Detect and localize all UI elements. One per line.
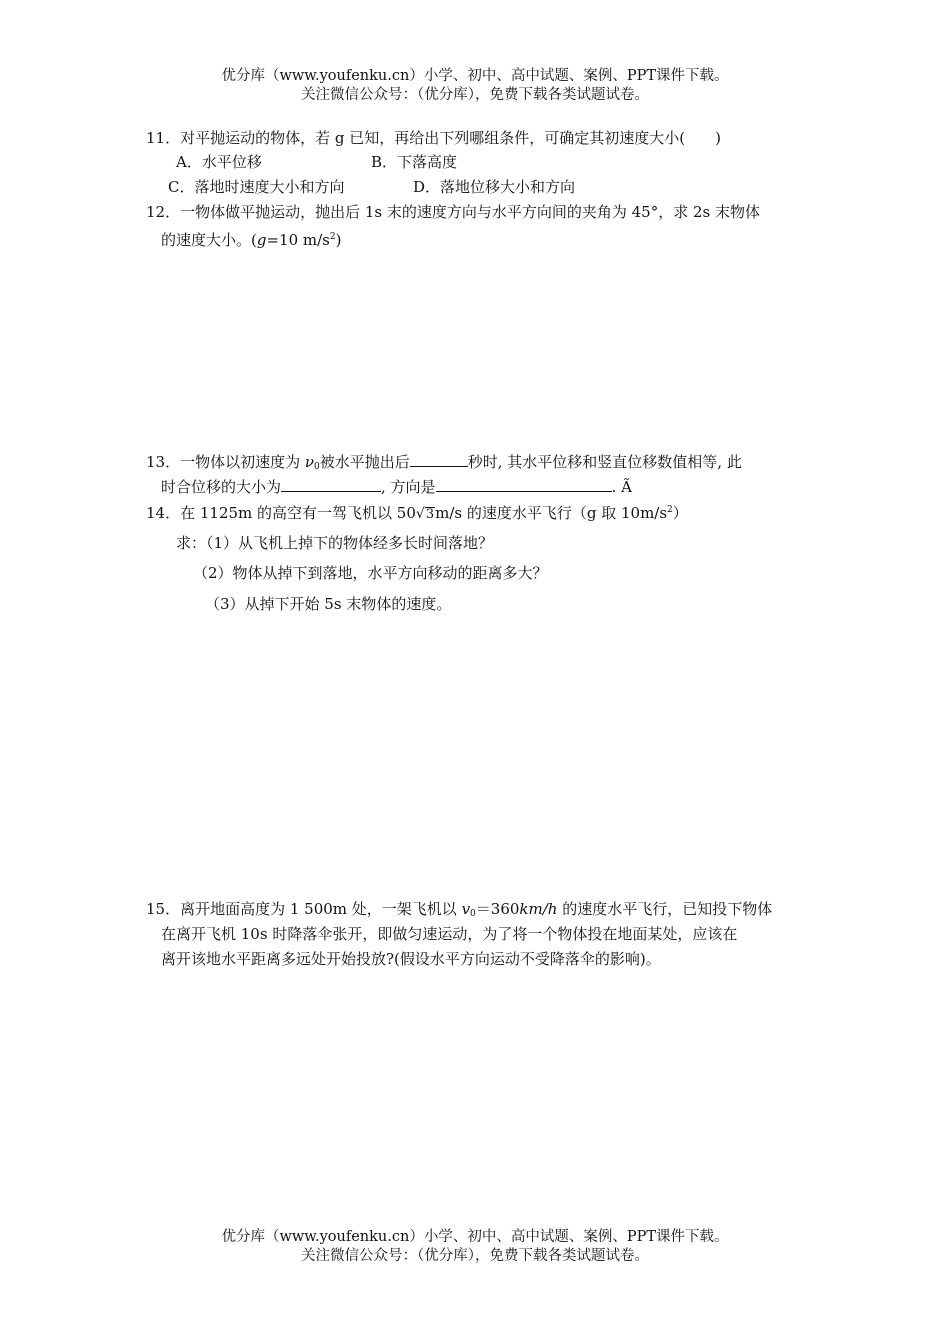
q11-option-d: D．落地位移大小和方向 xyxy=(413,178,576,196)
q15-v-symbol: v xyxy=(461,900,471,918)
q15-text-c: 的速度水平飞行，已知投下物体 xyxy=(557,900,773,918)
q13-line-1 xyxy=(146,450,742,478)
q15-stem-line-2: 在离开飞机 10s 时降落伞张开，即做匀速运动，为了将一个物体投在地面某处，应该在 xyxy=(161,925,738,943)
q14-text-b: m/s 的速度水平飞行（g 取 10m/s xyxy=(435,504,668,522)
q15-stem-line-1 xyxy=(146,898,772,925)
sqrt-sign: √ xyxy=(415,506,425,522)
q13-text-c: 秒时, 其水平位移和竖直位移数值相等, 此 xyxy=(467,453,742,471)
footer-line-1: 优分库（www.youfenku.cn）小学、初中、高中试题、案例、PPT课件下载。 xyxy=(221,1229,729,1245)
q11-option-a: A．水平位移 xyxy=(176,153,262,171)
q13-text-e: , 方向是 xyxy=(381,478,436,496)
header-line-1: 优分库（www.youfenku.cn）小学、初中、高中试题、案例、PPT课件下载。 xyxy=(221,68,729,84)
q11-option-b: B．下落高度 xyxy=(371,153,458,171)
q14-part-1: 求：（1）从飞机上掉下的物体经多长时间落地？ xyxy=(176,534,494,552)
q14-stem xyxy=(146,499,688,525)
q15-subscript: 0 xyxy=(470,909,476,919)
q12-stem-line-2 xyxy=(161,226,341,251)
q15-text-b: ＝360 xyxy=(475,900,520,918)
q13-line-2 xyxy=(161,475,632,498)
q15-text-a: 15．离开地面高度为 1 500m 处，一架飞机以 xyxy=(146,900,462,918)
q14-superscript: 2 xyxy=(667,505,673,515)
q14-text-c: ） xyxy=(672,504,688,522)
q11-stem: 11．对平抛运动的物体，若 g 已知，再给出下列哪组条件，可确定其初速度大小( ) xyxy=(146,129,721,147)
q15-stem-line-3: 离开该地水平距离多远处开始投放?(假设水平方向运动不受降落伞的影响)。 xyxy=(161,950,661,968)
q12-superscript: 2 xyxy=(329,232,336,242)
q14-text-a: 14．在 1125m 的高空有一驾飞机以 50 xyxy=(146,504,416,522)
q14-part-2: （2）物体从掉下到落地，水平方向移动的距离多大？ xyxy=(193,564,548,582)
header-line-2: 关注微信公众号：（优分库），免费下载各类试题试卷。 xyxy=(301,87,649,103)
q15-unit: km/h xyxy=(519,900,558,918)
q13-subscript: 0 xyxy=(314,462,320,472)
q11-option-c: C．落地时速度大小和方向 xyxy=(168,178,345,196)
q12-text-b: =10 m/s xyxy=(266,231,330,249)
q13-text-a: 13．一物体以初速度为 xyxy=(146,453,301,471)
q13-text-b: 被水平抛出后 xyxy=(319,453,410,471)
q13-text-d: 时合位移的大小为 xyxy=(161,478,282,496)
q12-text-a: 的速度大小。( xyxy=(161,231,257,249)
q12-stem-line-1: 12．一物体做平抛运动，抛出后 1s 末的速度方向与水平方向间的夹角为 45°，求 2s 末物体 xyxy=(146,203,761,221)
q13-blank-time xyxy=(410,450,468,467)
q13-v-symbol: ν xyxy=(304,453,314,471)
q14-part-3: （3）从掉下开始 5s 末物体的速度。 xyxy=(205,595,452,613)
q12-text-c: ) xyxy=(335,231,342,249)
q13-text-f: . Ã xyxy=(611,478,632,496)
sqrt-radicand: 3 xyxy=(425,507,435,522)
q13-blank-magnitude xyxy=(281,475,381,492)
q12-g-symbol: g xyxy=(256,231,267,249)
q13-blank-direction xyxy=(436,475,612,492)
footer-line-2: 关注微信公众号：（优分库），免费下载各类试题试卷。 xyxy=(301,1248,649,1264)
